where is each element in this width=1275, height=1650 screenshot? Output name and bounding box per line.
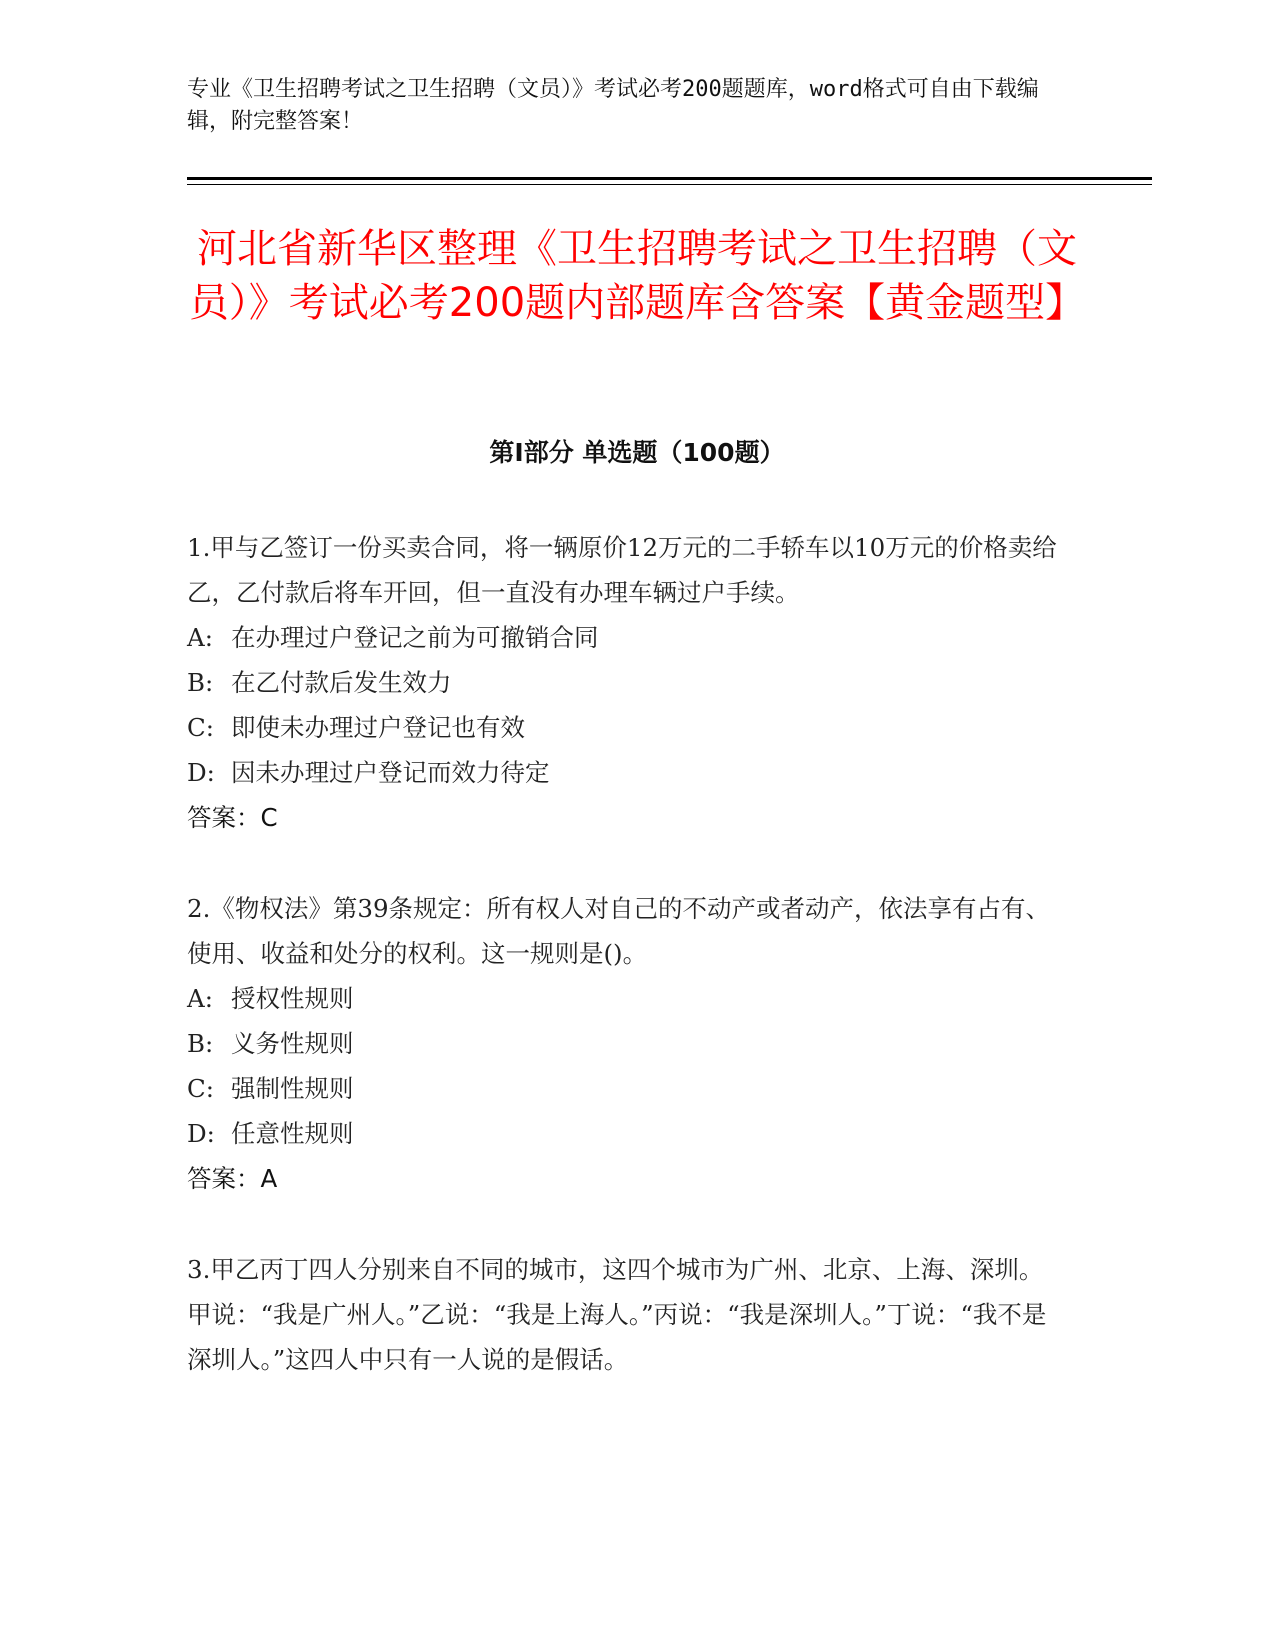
option-text: 在办理过户登记之前为可撤销合同 (231, 623, 599, 652)
option-b (187, 1021, 1067, 1066)
document-title: 河北省新华区整理《卫生招聘考试之卫生招聘（文员）》考试必考200题内部题库含答案【黄金题型】 (188, 226, 1086, 326)
option-b (187, 660, 1067, 705)
option-letter: A: (187, 623, 213, 652)
option-letter: B: (187, 668, 214, 697)
option-a (187, 615, 1067, 660)
option-c (187, 1066, 1067, 1111)
option-d (187, 1111, 1067, 1156)
option-text: 因未办理过户登记而效力待定 (231, 758, 550, 787)
option-letter: C: (187, 1074, 215, 1103)
answer-line: 答案：C (187, 803, 278, 832)
option-letter: D: (187, 1119, 215, 1148)
option-letter: B: (187, 1029, 214, 1058)
option-d (187, 750, 1067, 795)
header-divider-thin (187, 184, 1152, 185)
answer-line: 答案：A (187, 1164, 278, 1193)
option-text: 任意性规则 (231, 1119, 354, 1148)
question-1 (187, 525, 1067, 840)
option-letter: C: (187, 713, 215, 742)
header-note: 专业《卫生招聘考试之卫生招聘（文员）》考试必考200题题库，word格式可自由下载编辑，附完整答案！ (187, 77, 1039, 134)
option-text: 授权性规则 (231, 984, 354, 1013)
question-list (187, 525, 1067, 1428)
option-text: 在乙付款后发生效力 (231, 668, 452, 697)
question-stem: 2.《物权法》第39条规定：所有权人对自己的不动产或者动产，依法享有占有、使用、收益和处分的权利。这一规则是()。 (187, 894, 1051, 968)
question-stem: 1.甲与乙签订一份买卖合同，将一辆原价12万元的二手轿车以10万元的价格卖给乙，乙付款后将车开回，但一直没有办理车辆过户手续。 (187, 533, 1057, 607)
option-c (187, 705, 1067, 750)
question-stem: 3.甲乙丙丁四人分别来自不同的城市，这四个城市为广州、北京、上海、深圳。甲说：“我是广州人。”乙说：“我是上海人。”丙说：“我是深圳人。”丁说：“我不是深圳人。”这四人中只有一人说的是假话。 (187, 1255, 1047, 1374)
option-text: 即使未办理过户登记也有效 (231, 713, 525, 742)
option-a (187, 976, 1067, 1021)
section-heading: 第Ⅰ部分 单选题（100题） (489, 438, 785, 467)
option-text: 强制性规则 (231, 1074, 354, 1103)
question-3 (187, 1247, 1067, 1382)
header-divider-thick (187, 177, 1152, 180)
option-letter: D: (187, 758, 215, 787)
option-text: 义务性规则 (231, 1029, 354, 1058)
option-letter: A: (187, 984, 213, 1013)
question-2 (187, 886, 1067, 1201)
